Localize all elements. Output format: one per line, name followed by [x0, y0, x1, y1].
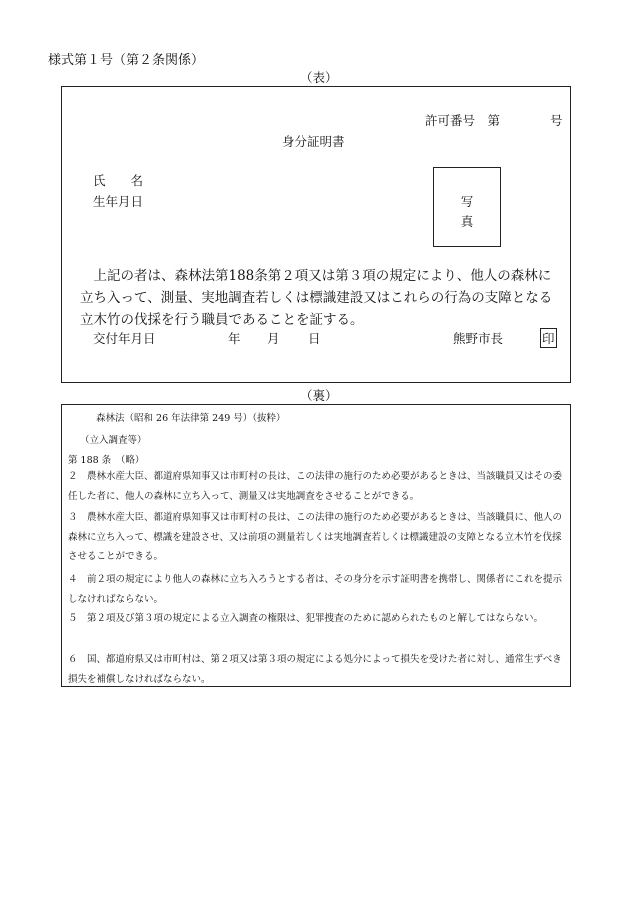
- law-paragraph-5: ５ 第２項及び第３項の規定による立入調査の権限は、犯罪捜査のために認められたものと解してはならない。: [68, 613, 544, 624]
- seal-mark: 印: [540, 328, 557, 348]
- law-title: 森林法（昭和 26 年法律第 249 号）（抜粋）: [96, 413, 286, 424]
- year-label: 年: [228, 331, 241, 346]
- name-label: 氏 名: [93, 173, 144, 188]
- law-paragraph-6: ６ 国、都道府県又は市町村は、第２項又は第３項の規定による処分によって損失を受けた者に対し、通常生ずべき損失を補償しなければならない。: [68, 654, 562, 685]
- law-paragraph-2: ２ 農林水産大臣、都道府県知事又は市町村の長は、この法律の施行のため必要があるときは、当該職員又はその委任した者に、他人の森林に立ち入って、測量又は実地調査をさせることができる。: [68, 471, 563, 502]
- month-label: 月: [267, 331, 280, 346]
- form-label: 様式第１号（第２条関係）: [48, 53, 205, 68]
- issuer-label: 熊野市長: [453, 331, 504, 346]
- dob-label: 生年月日: [93, 194, 144, 209]
- back-side-label: （裏）: [300, 388, 338, 403]
- photo-label-bottom: 真: [460, 214, 474, 229]
- law-paragraph-3: ３ 農林水産大臣、都道府県知事又は市町村の長は、この法律の施行のため必要があるときは、当該職員に、他人の森林に立ち入って、標識を建設させ、又は前項の測量若しくは実地調査若しくは標識建設の支障となる立木竹を伐採させることができる。: [68, 512, 563, 562]
- law-paragraph-4: ４ 前２項の規定により他人の森林に立ち入ろうとする者は、その身分を示す証明書を携帯し、関係者にこれを提示しなければならない。: [68, 574, 563, 605]
- article-heading: 第 188 条 （略）: [68, 455, 145, 466]
- front-side-label: （表）: [300, 70, 338, 85]
- photo-frame: [433, 167, 501, 247]
- photo-label-top: 写: [460, 194, 474, 209]
- certificate-body: 上記の者は、森林法第188条第２項又は第３項の規定により、他人の森林に立ち入って、測量、実地調査若しくは標識建設又はこれらの行為の支障となる立木竹の伐採を行う職員であることを証する。: [80, 268, 553, 328]
- issue-date-label: 交付年月日: [93, 331, 156, 346]
- certificate-title: 身分証明書: [282, 134, 345, 149]
- section-heading: （立入調査等）: [80, 435, 147, 446]
- permit-number: 許可番号 第 号: [425, 113, 563, 128]
- day-label: 日: [308, 331, 321, 346]
